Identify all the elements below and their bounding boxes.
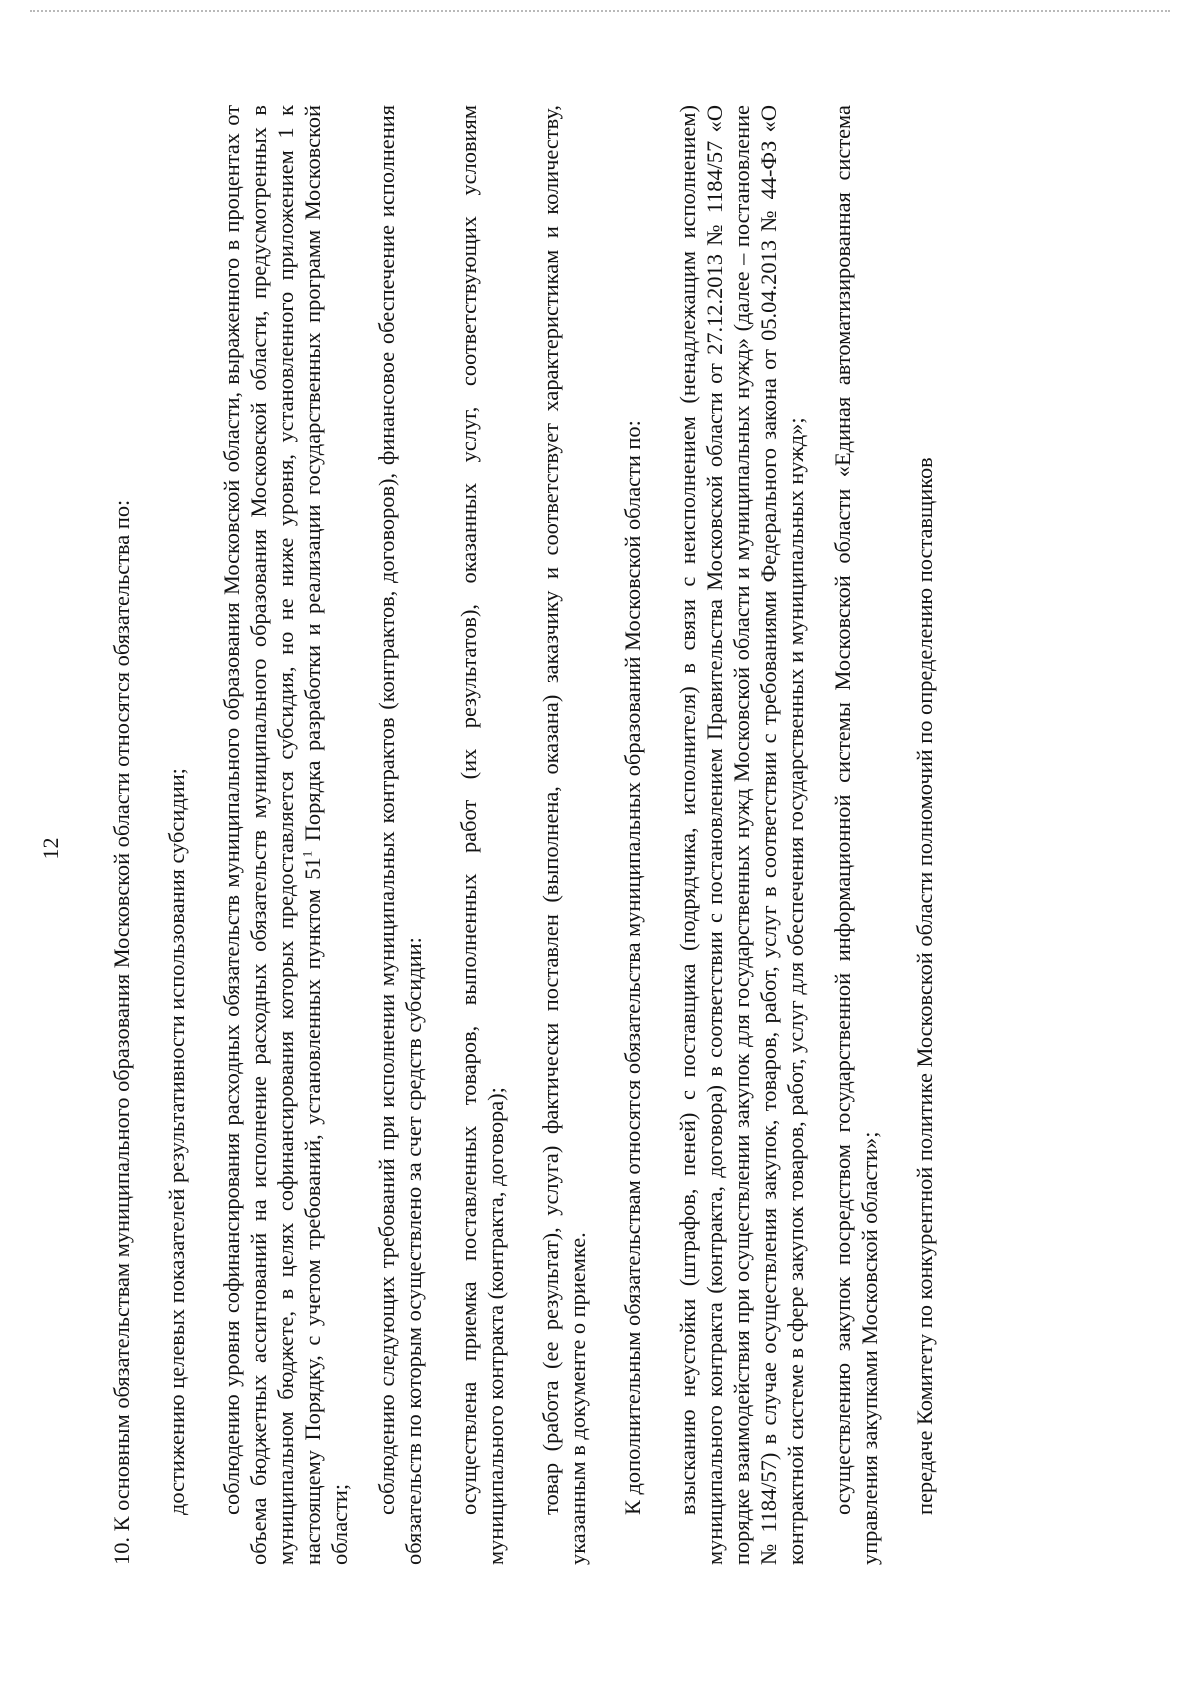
paragraph-10-intro: 10. К основным обязательствам муниципального образования Московской области относятся обязательства по: [109, 499, 134, 1565]
paragraph-additional-obligations: К дополнительным обязательствам относятся обязательства муниципальных образований Московской области по: [620, 420, 645, 1515]
paragraph-cofinancing-text: соблюдению уровня софинансирования расходных обязательств муниципального образования Московской области, выраженного в процентах от объема бюджетных ассигнований на исполнение расходных обязательств муниципального образования Московской области, предусмотренных в муниципальном бюджете, в целях софинансирования которых предоставляется субсидия, но не ниже уровня, установленного приложением 1 к настоящему Порядку, с учетом требований, установленных пунктом 51 [219, 105, 325, 1565]
paragraph-penalty-recovery: взысканию неустойки (штрафов, пеней) с поставщика (подрядчика, исполнителя) в связи с неисполнением (ненадлежащим исполнением) муниципального контракта (контракта, договора) в соответствии с постановлением Правительства Московской области от 27.12.2013 № 1184/57 «О порядке взаимодействия при осуществлении закупок для государственных нужд Московской области и муниципальных нужд» (далее – постановление № 1184/57) в случае осуществления закупок, товаров, работ, услуг в соответствии с требованиями Федерального закона от 05.04.2013 № 44-ФЗ «О контрактной системе в сфере закупок товаров, работ, услуг для обеспечения государственных и муниципальных нужд»; [675, 105, 808, 1565]
paragraph-procurement-system: осуществлению закупок посредством государственной информационной системы Московской области «Единая автоматизированная система управления закупками Московской области»; [830, 105, 882, 1565]
paragraph-goods-delivered: товар (работа (ее результат), услуга) фактически поставлен (выполнена, оказана) заказчику и соответствует характеристикам и количеству, указанным в документе о приемке. [538, 105, 590, 1565]
document-body [108, 105, 966, 1565]
paragraph-cofinancing [218, 105, 353, 1565]
paragraph-acceptance: осуществлена приемка поставленных товаров, выполненных работ (их результатов), оказанных услуг, соответствующих условиям муниципального контракта (контракта, договора); [456, 105, 508, 1565]
paragraph-contract-requirements: соблюдению следующих требований при исполнении муниципальных контрактов (контрактов, договоров), финансовое обеспечение исполнения обязательств по которым осуществлено за счет средств субсидии: [374, 105, 426, 1565]
page-number: 12 [38, 837, 63, 860]
paragraph-cofinancing-tail: Порядка разработки и реализации государственных программ Московской области; [300, 105, 352, 1565]
paragraph-target-indicators: достижению целевых показателей результативности использования субсидии; [164, 768, 189, 1515]
paragraph-transfer-powers: передаче Комитету по конкурентной политике Московской области полномочий по определению поставщиков [912, 457, 937, 1515]
footnote-superscript: 1 [299, 850, 315, 858]
scan-edge-artifact [30, 8, 1170, 12]
